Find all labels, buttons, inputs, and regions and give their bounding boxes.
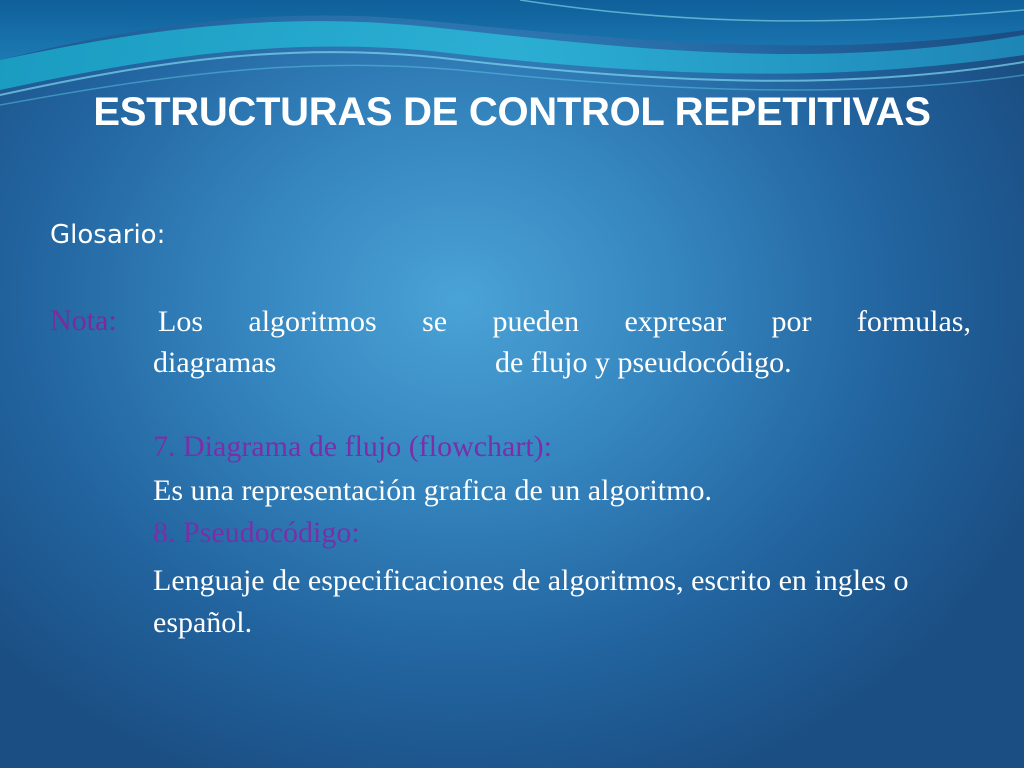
note-text-line2b: de flujo y pseudocódigo. bbox=[495, 346, 792, 379]
note-text-line1: Los algoritmos se pueden expresar por formulas, bbox=[158, 305, 971, 338]
slide-title: ESTRUCTURAS DE CONTROL REPETITIVAS bbox=[93, 90, 931, 134]
item-heading-flowchart: 7. Diagrama de flujo (flowchart): bbox=[153, 430, 553, 463]
item-description-pseudocode: Lenguaje de especificaciones de algoritmos, escrito en ingles o español. bbox=[153, 564, 909, 639]
note-text-line2a: diagramas bbox=[153, 346, 277, 379]
note-label: Nota: bbox=[50, 304, 117, 337]
item-heading-pseudocode: 8. Pseudocódigo: bbox=[153, 516, 360, 549]
glossary-label: Glosario: bbox=[50, 220, 166, 250]
item-description-flowchart: Es una representación grafica de un algoritmo. bbox=[153, 474, 712, 507]
